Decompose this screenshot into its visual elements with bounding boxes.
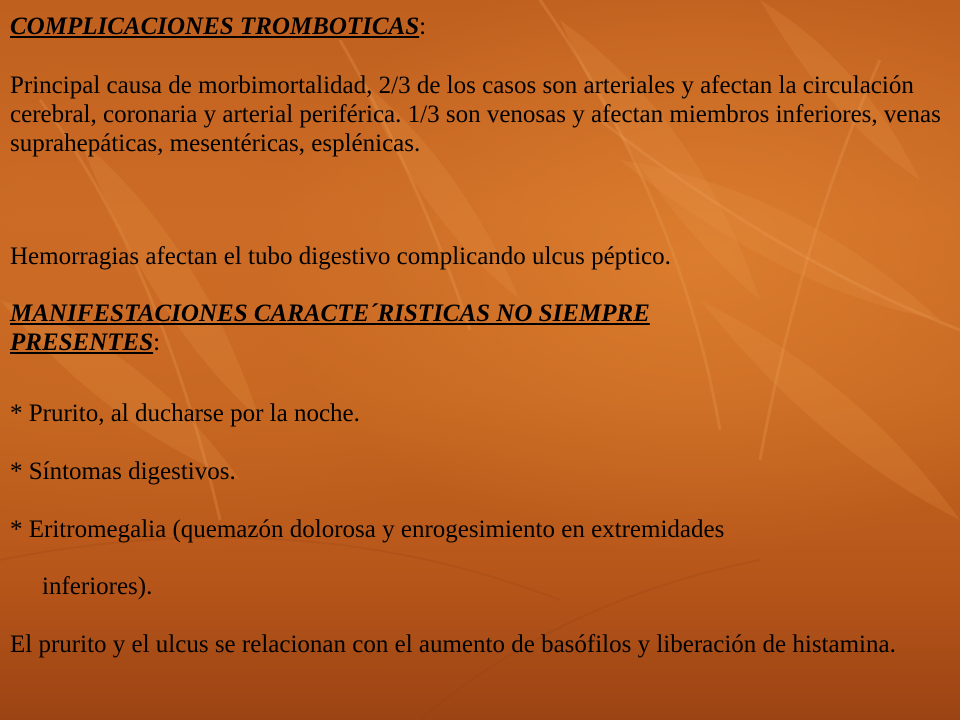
bullet-eritromegalia: * Eritromegalia (quemazón dolorosa y enrogesimiento en extremidades bbox=[10, 516, 725, 543]
heading-manifestaciones bbox=[10, 299, 945, 357]
paragraph-hemorrhage: Hemorragias afectan el tubo digestivo complicando ulcus péptico. bbox=[10, 243, 671, 270]
heading-complicaciones bbox=[10, 12, 945, 41]
heading-complicaciones-colon: : bbox=[419, 13, 427, 40]
heading-manifestaciones-colon: : bbox=[153, 329, 161, 356]
heading-manifestaciones-line2: PRESENTES bbox=[10, 329, 154, 356]
bullet-sintomas: * Síntomas digestivos. bbox=[10, 458, 236, 485]
bullet-prurito: * Prurito, al ducharse por la noche. bbox=[10, 400, 360, 427]
bullet-eritromegalia-continuation: inferiores). bbox=[42, 573, 153, 600]
paragraph-closing: El prurito y el ulcus se relacionan con el aumento de basófilos y liberación de histamina. bbox=[10, 631, 896, 658]
heading-manifestaciones-line1: MANIFESTACIONES CARACTE´RISTICAS NO SIEMPRE bbox=[10, 300, 650, 327]
heading-complicaciones-text: COMPLICACIONES TROMBOTICAS bbox=[10, 13, 420, 40]
paragraph-thrombotic: Principal causa de morbimortalidad, 2/3 de los casos son arteriales y afectan la circulación cerebral, coronaria y arterial periférica. 1/3 son venosas y afectan miembros inferiores, venas suprahepáticas, mesentéricas, esplénicas. bbox=[10, 72, 941, 157]
